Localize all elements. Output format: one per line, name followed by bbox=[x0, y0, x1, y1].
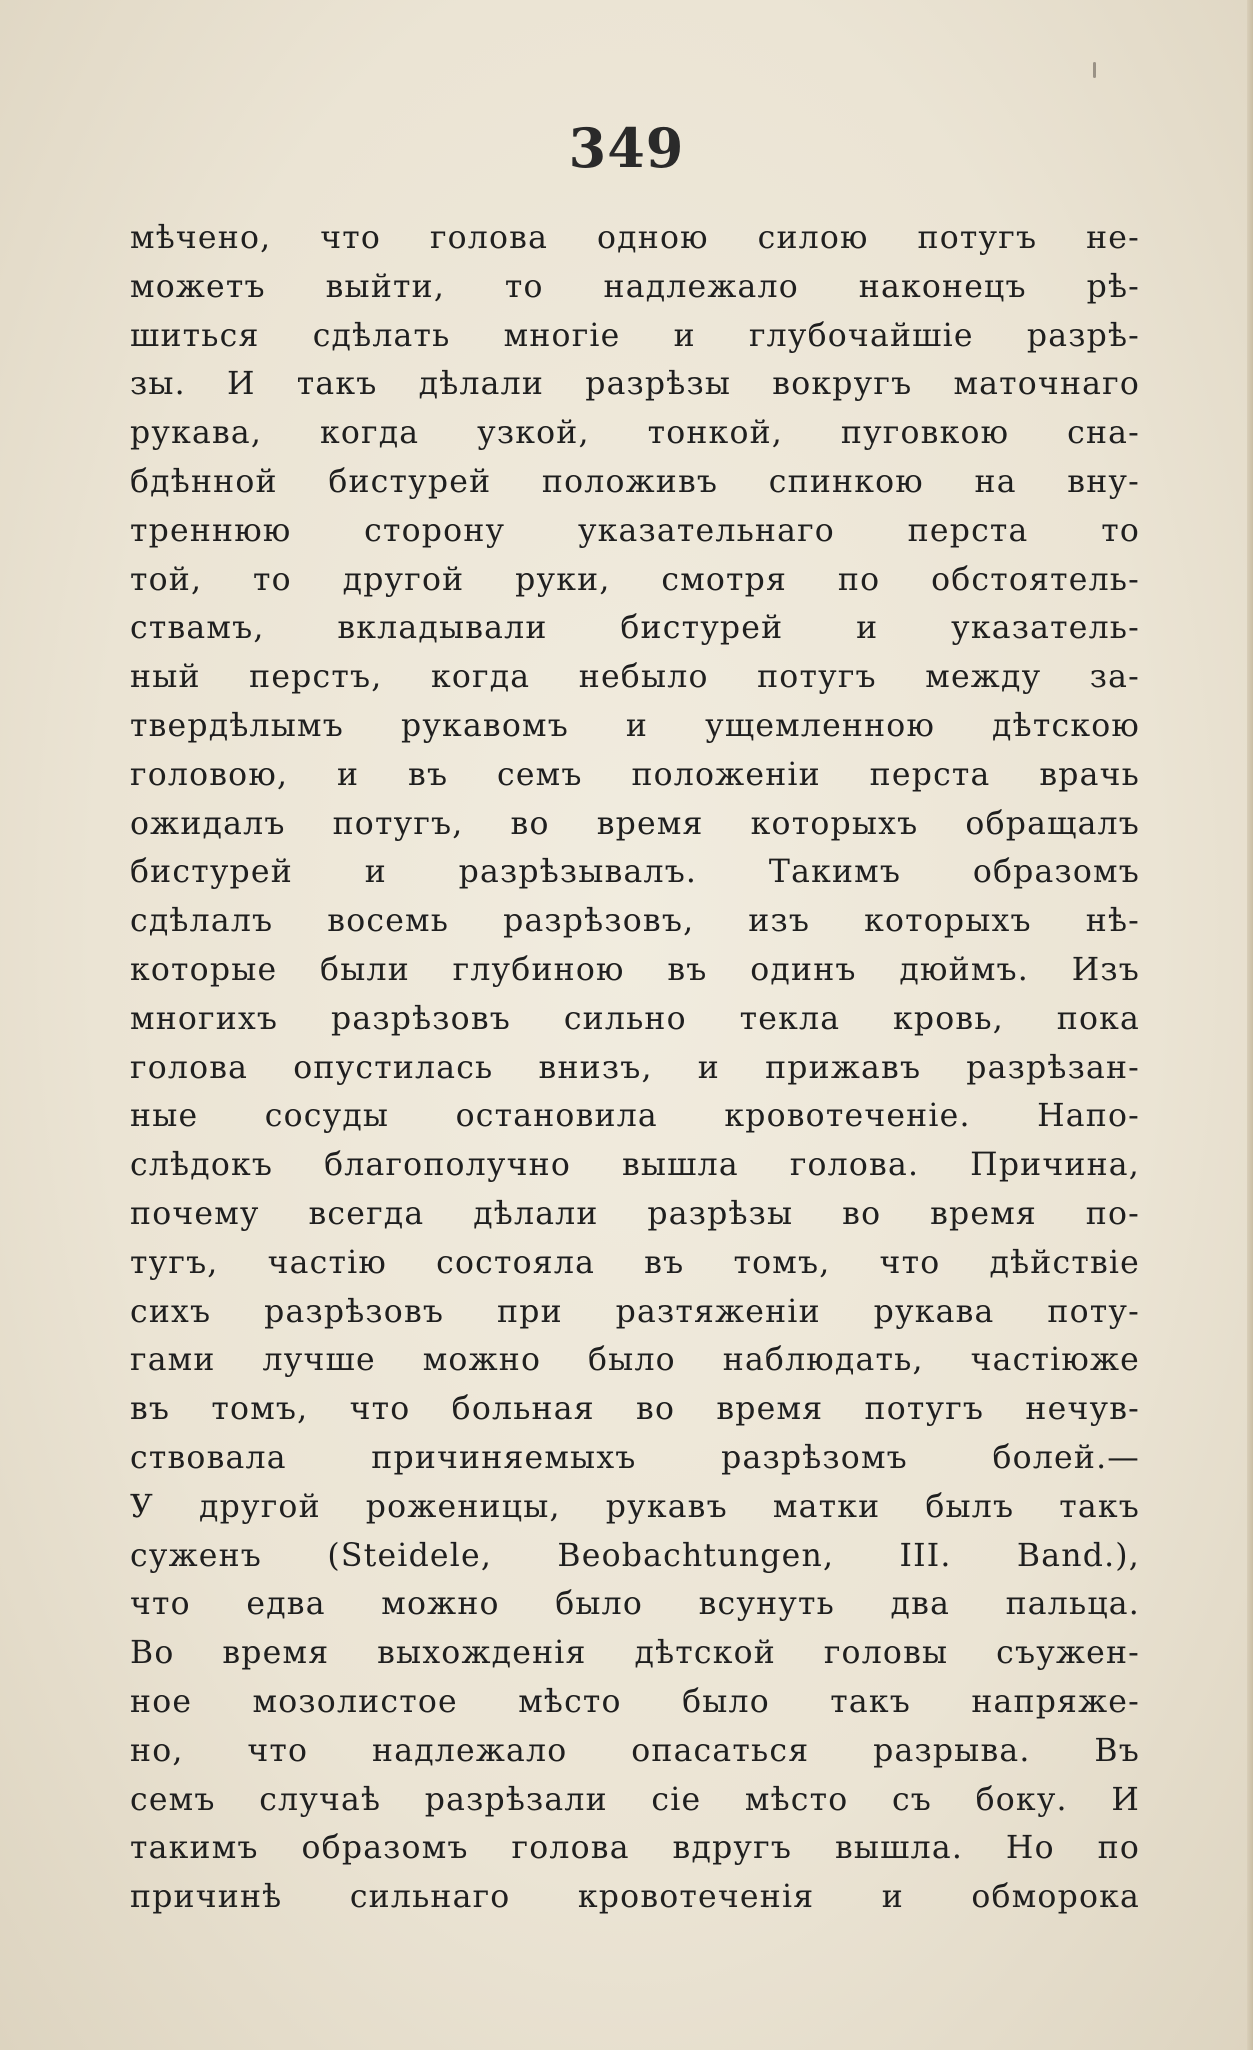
text-line: многихъ разрѣзовъ сильно текла кровь, пока bbox=[130, 1000, 1140, 1037]
text-line: причинѣ сильнаго кровотеченія и обморока bbox=[130, 1879, 1140, 1916]
text-line: Во время выхожденія дѣтской головы съужен- bbox=[130, 1635, 1140, 1672]
text-line: той, то другой руки, смотря по обстоятель- bbox=[130, 561, 1140, 598]
text-line: сдѣлалъ восемь разрѣзовъ, изъ которыхъ нѣ- bbox=[130, 903, 1140, 940]
text-line: въ томъ, что больная во время потугъ нечув- bbox=[130, 1391, 1140, 1428]
text-line: которые были глубиною въ одинъ дюймъ. Изъ bbox=[130, 951, 1140, 988]
text-line: шиться сдѣлать многіе и глубочайшіе разрѣ- bbox=[130, 317, 1140, 354]
text-line: ное мозолистое мѣсто было такъ напряже- bbox=[130, 1683, 1140, 1720]
text-line: гами лучше можно было наблюдать, частіюже bbox=[130, 1342, 1140, 1379]
text-line: тугъ, частію состояла въ томъ, что дѣйствіе bbox=[130, 1244, 1140, 1281]
text-line: головою, и въ семъ положеніи перста врачь bbox=[130, 756, 1140, 793]
text-line: мѣчено, что голова одною силою потугъ не- bbox=[130, 220, 1140, 256]
text-line: твердѣлымъ рукавомъ и ущемленною дѣтскою bbox=[130, 707, 1140, 744]
text-line: ный перстъ, когда небыло потугъ между за- bbox=[130, 659, 1140, 696]
text-line: можетъ выйти, то надлежало наконецъ рѣ- bbox=[130, 268, 1140, 305]
text-line: треннюю сторону указательнаго перста то bbox=[130, 512, 1140, 549]
body-text bbox=[130, 214, 1140, 1922]
text-line: что едва можно было всунуть два пальца. bbox=[130, 1586, 1140, 1623]
text-line: зы. И такъ дѣлали разрѣзы вокругъ маточнаго bbox=[130, 366, 1140, 403]
text-line: слѣдокъ благополучно вышла голова. Причина, bbox=[130, 1147, 1140, 1184]
text-line: бистурей и разрѣзывалъ. Такимъ образомъ bbox=[130, 854, 1140, 891]
text-line: бдѣнной бистурей положивъ спинкою на вну- bbox=[130, 463, 1140, 500]
page-number: 349 bbox=[568, 116, 685, 180]
text-line: семъ случаѣ разрѣзали сіе мѣсто съ боку. И bbox=[130, 1781, 1140, 1818]
text-line: сихъ разрѣзовъ при разтяженіи рукава поту- bbox=[130, 1293, 1140, 1330]
text-line: ожидалъ потугъ, во время которыхъ обращалъ bbox=[130, 805, 1140, 842]
text-line: ствамъ, вкладывали бистурей и указатель- bbox=[130, 610, 1140, 647]
text-line: рукава, когда узкой, тонкой, пуговкою сна- bbox=[130, 415, 1140, 452]
ink-speck bbox=[1093, 62, 1096, 78]
text-line: ствовала причиняемыхъ разрѣзомъ болей.— bbox=[130, 1439, 1140, 1476]
text-line: ные сосуды остановила кровотеченіе. Напо- bbox=[130, 1098, 1140, 1135]
page-edge bbox=[1247, 0, 1253, 2050]
text-line: почему всегда дѣлали разрѣзы во время по- bbox=[130, 1195, 1140, 1232]
text-line: такимъ образомъ голова вдругъ вышла. Но по bbox=[130, 1830, 1140, 1867]
text-line: голова опустилась внизъ, и прижавъ разрѣзан- bbox=[130, 1049, 1140, 1086]
text-line: У другой роженицы, рукавъ матки былъ такъ bbox=[130, 1488, 1140, 1525]
text-line: суженъ (Steidele, Beobachtungen, III. Band.), bbox=[130, 1537, 1140, 1574]
text-line: но, что надлежало опасаться разрыва. Въ bbox=[130, 1732, 1140, 1769]
